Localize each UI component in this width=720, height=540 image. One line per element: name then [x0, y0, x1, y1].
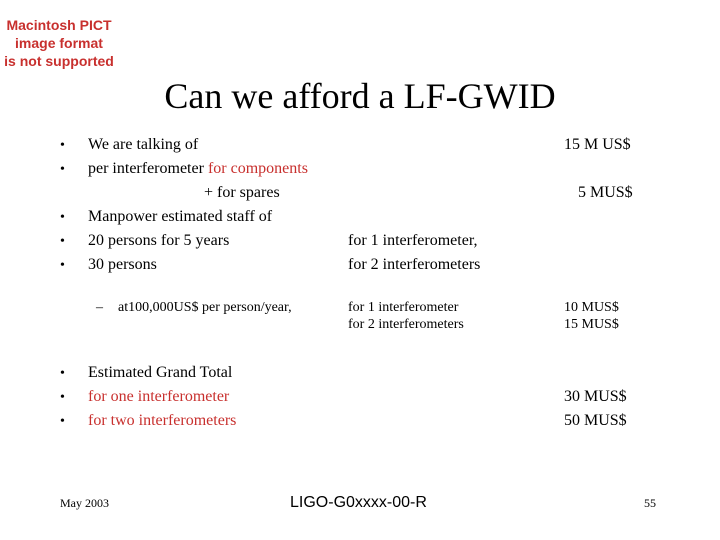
bullet-icon: •: [60, 234, 65, 249]
footer-document-id: LIGO-G0xxxx-00-R: [290, 494, 427, 511]
total-text: for two interferometers: [88, 412, 237, 429]
row-mid: for 2 interferometers: [348, 256, 481, 273]
row-text-black: per interferometer: [88, 160, 204, 177]
row-text-red: for components: [207, 160, 308, 177]
row-text: We are talking of: [88, 136, 199, 153]
footer-page-number: 55: [644, 496, 656, 510]
sub-dash: –: [96, 300, 103, 315]
bullet-icon: •: [60, 366, 65, 381]
slide-title: Can we afford a LF-GWID: [164, 76, 556, 116]
sub-text: at100,000US$ per person/year,: [118, 300, 292, 315]
total-text: for one interferometer: [88, 388, 230, 405]
sub-value: 10 MUS$: [564, 300, 619, 315]
sub-mid: for 1 interferometer: [348, 300, 459, 315]
row-text: Manpower estimated staff of: [88, 208, 273, 225]
bullet-icon: •: [60, 210, 65, 225]
bullet-icon: •: [60, 390, 65, 405]
bullet-icon: •: [60, 258, 65, 273]
unsupported-image-placeholder: [0, 16, 118, 70]
total-value: 30 MUS$: [564, 388, 627, 405]
row-text: [88, 159, 308, 179]
bullet-icon: •: [60, 138, 65, 153]
placeholder-line: Macintosh PICT: [6, 17, 112, 33]
sub-mid: for 2 interferometers: [348, 317, 464, 332]
placeholder-line: image format: [15, 35, 103, 51]
total-text: Estimated Grand Total: [88, 364, 233, 381]
row-text: 20 persons for 5 years: [88, 232, 230, 249]
row-value: 5 MUS$: [578, 184, 633, 201]
row-mid: for 1 interferometer,: [348, 232, 478, 249]
bullet-icon: •: [60, 162, 65, 177]
footer-date: May 2003: [60, 496, 109, 510]
row-text: 30 persons: [88, 256, 157, 273]
placeholder-line: is not supported: [4, 53, 114, 69]
sub-value: 15 MUS$: [564, 317, 619, 332]
row-value: 15 M US$: [564, 136, 631, 153]
bullet-icon: •: [60, 414, 65, 429]
row-text: + for spares: [204, 184, 280, 201]
total-value: 50 MUS$: [564, 412, 627, 429]
